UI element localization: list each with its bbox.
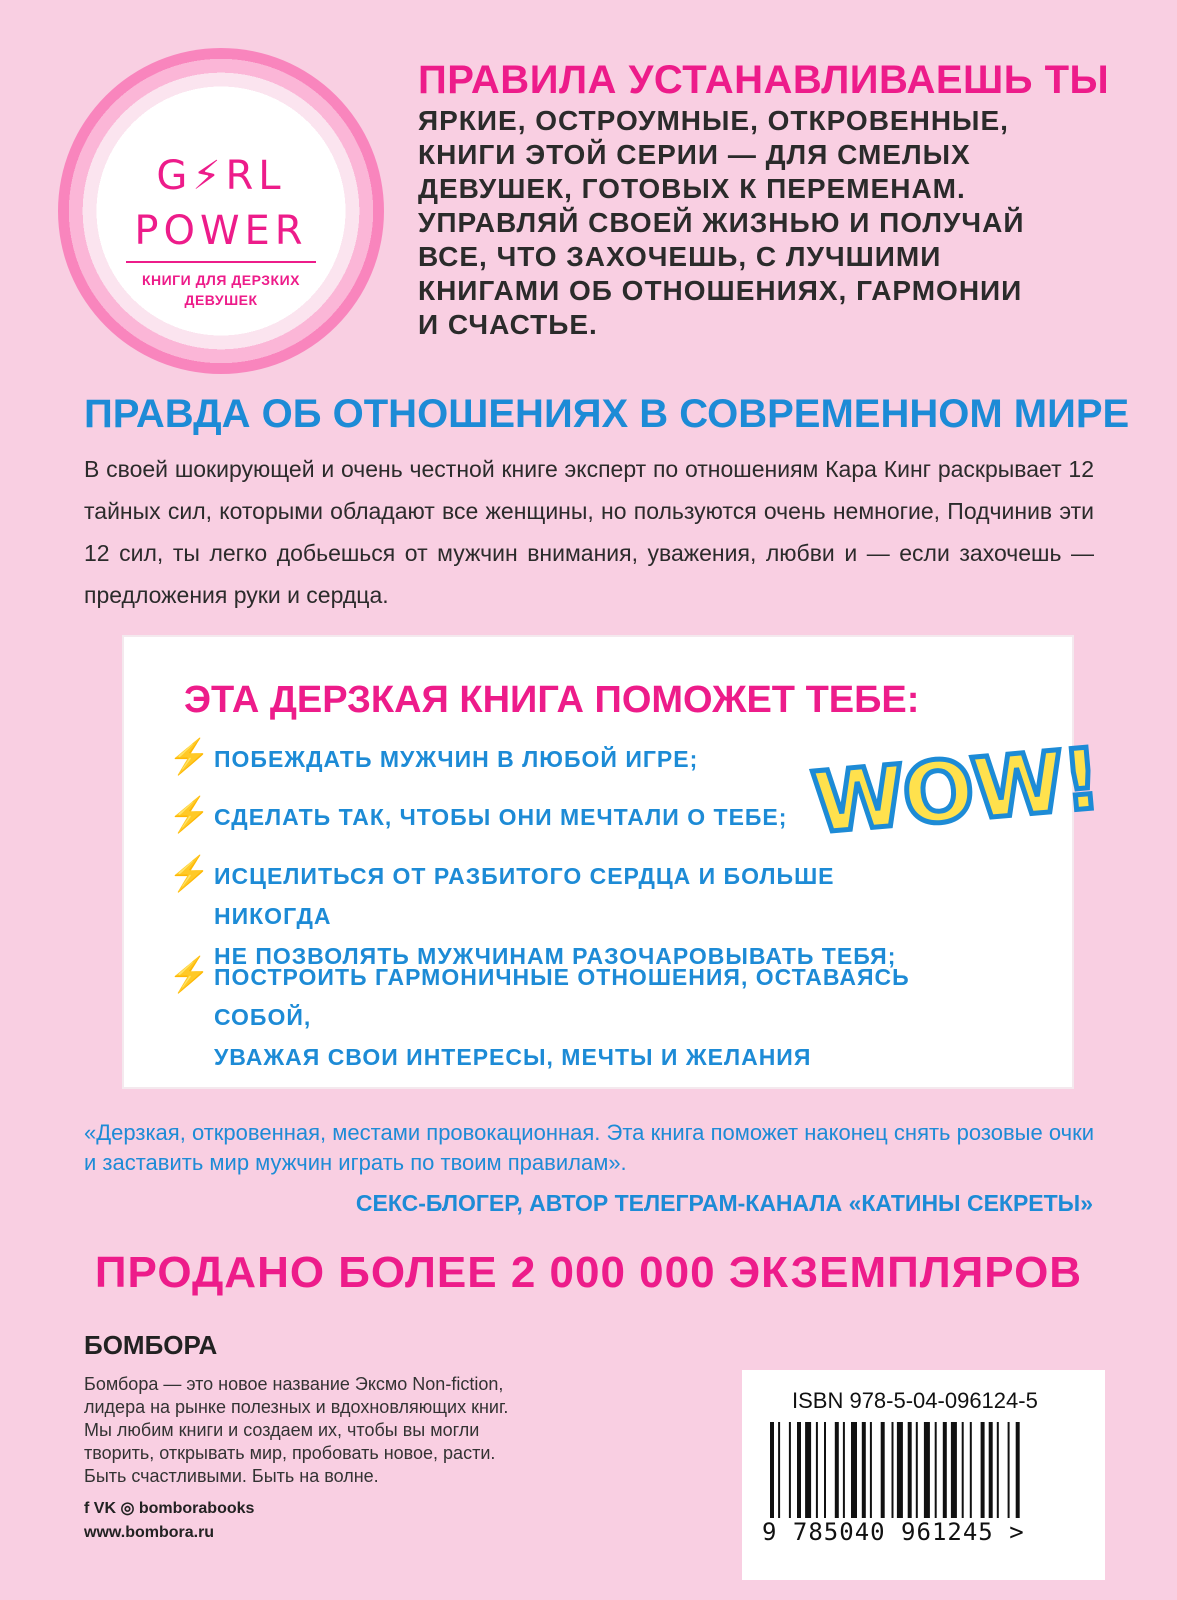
barcode-bar <box>805 1422 811 1518</box>
logo-title-power: POWER <box>134 208 308 254</box>
barcode-bar <box>797 1422 801 1518</box>
benefit-text: СДЕЛАТЬ ТАК, ЧТОБЫ ОНИ МЕЧТАЛИ О ТЕБЕ; <box>214 804 788 830</box>
section-heading: ПРАВДА ОБ ОТНОШЕНИЯХ В СОВРЕМЕННОМ МИРЕ <box>84 392 1130 436</box>
barcode-bar <box>951 1422 957 1518</box>
benefits-heading: ЭТА ДЕРЗКАЯ КНИГА ПОМОЖЕТ ТЕБЕ: <box>184 679 920 721</box>
barcode-bar <box>789 1422 791 1518</box>
series-description: ЯРКИЕ, ОСТРОУМНЫЕ, ОТКРОВЕННЫЕ, КНИГИ ЭТОЙ СЕРИИ — ДЛЯ СМЕЛЫХ ДЕВУШЕК, ГОТОВЫХ К ПЕРЕМЕНАМ. УПРАВЛЯЙ СВОЕЙ ЖИЗНЬЮ И ПОЛУЧАЙ ВСЕ, ЧТО ЗАХОЧЕШЬ, С ЛУЧШИМИ КНИГАМИ ОБ ОТНОШЕНИЯХ, ГАРМОНИИ И СЧАСТЬЕ. <box>418 105 1025 340</box>
barcode-bar <box>824 1422 826 1518</box>
benefit-text: ПОСТРОИТЬ ГАРМОНИЧНЫЕ ОТНОШЕНИЯ, ОСТАВАЯСЬ СОБОЙ, УВАЖАЯ СВОИ ИНТЕРЕСЫ, МЕЧТЫ И ЖЕЛАНИЯ <box>214 964 910 1070</box>
barcode-bar <box>881 1422 885 1518</box>
barcode-bar <box>778 1422 780 1518</box>
barcode-icon <box>770 1422 1080 1518</box>
barcode-bar <box>981 1422 985 1518</box>
barcode-bar <box>843 1422 845 1518</box>
barcode-digits: 9 785040 961245 > <box>762 1518 1025 1546</box>
social-icons: f VK <box>84 1500 116 1517</box>
barcode-bar <box>892 1422 894 1518</box>
girl-power-logo <box>58 48 384 374</box>
lightning-bolt-icon: ⚡ <box>168 855 211 893</box>
barcode-bar <box>924 1422 930 1518</box>
barcode-bar <box>835 1422 839 1518</box>
barcode-bar <box>770 1422 774 1518</box>
series-heading: ПРАВИЛА УСТАНАВЛИВАЕШЬ ТЫ <box>418 58 1110 102</box>
barcode-bar <box>862 1422 866 1518</box>
barcode-bar <box>1016 1422 1020 1518</box>
benefit-text: ПОБЕЖДАТЬ МУЖЧИН В ЛЮБОЙ ИГРЕ; <box>214 746 699 772</box>
barcode-bar <box>816 1422 818 1518</box>
review-quote: «Дерзкая, откровенная, местами провокационная. Эта книга поможет наконец снять розовые очки и заставить мир мужчин играть по твоим правилам». <box>84 1120 1094 1175</box>
barcode-bar <box>943 1422 947 1518</box>
quote-author: СЕКС-БЛОГЕР, АВТОР ТЕЛЕГРАМ-КАНАЛА «КАТИНЫ СЕКРЕТЫ» <box>355 1190 1093 1216</box>
logo-title-girl: G⚡RL <box>156 153 286 199</box>
barcode-bar <box>1008 1422 1010 1518</box>
lightning-bolt-icon: ⚡ <box>168 796 211 834</box>
barcode-bar <box>962 1422 964 1518</box>
social-links: f VK ◎ bomborabooks <box>84 1500 255 1517</box>
barcode-bar <box>935 1422 937 1518</box>
benefits-box <box>124 637 1072 1087</box>
lightning-bolt-icon: ⚡ <box>168 956 211 994</box>
barcode-panel <box>742 1370 1105 1580</box>
sales-banner: ПРОДАНО БОЛЕЕ 2 000 000 ЭКЗЕМПЛЯРОВ <box>94 1248 1083 1297</box>
social-handle: bomborabooks <box>138 1500 255 1517</box>
barcode-bar <box>989 1422 993 1518</box>
barcode-bar <box>851 1422 857 1518</box>
barcode-bar <box>997 1422 999 1518</box>
wow-sticker: WOW! <box>808 729 1103 853</box>
website-link: www.bombora.ru <box>84 1524 215 1541</box>
barcode-bar <box>970 1422 972 1518</box>
logo-divider <box>126 261 316 263</box>
logo-subtitle: КНИГИ ДЛЯ ДЕРЗКИХ ДЕВУШЕК <box>141 272 301 308</box>
publisher-description: Бомбора — это новое название Эксмо Non-fiction, лидера на рынке полезных и вдохновляющих книг. Мы любим книги и создаем их, чтобы вы могли творить, открывать мир, пробовать новое, расти. Быть счастливыми. Быть на волне. <box>84 1374 509 1486</box>
barcode-bar <box>908 1422 912 1518</box>
barcode-bar <box>897 1422 903 1518</box>
barcode-bar <box>916 1422 918 1518</box>
isbn-number: ISBN 978-5-04-096124-5 <box>792 1388 1038 1413</box>
lightning-bolt-icon: ⚡ <box>168 738 211 776</box>
benefit-text: ИСЦЕЛИТЬСЯ ОТ РАЗБИТОГО СЕРДЦА И БОЛЬШЕ НИКОГДА НЕ ПОЗВОЛЯТЬ МУЖЧИНАМ РАЗОЧАРОВЫВАТЬ ТЕБЯ; <box>214 863 897 969</box>
book-description: В своей шокирующей и очень честной книге эксперт по отношениям Кара Кинг раскрывает 12 тайных сил, которыми обладают все женщины, но пользуются очень немногие, Подчинив эти 12 сил, ты легко добьешься от мужчин внимания, уважения, любви и — если захочешь — предложения руки и сердца. <box>84 456 1094 608</box>
publisher-logo: БОМБОРА <box>84 1330 218 1360</box>
barcode-bar <box>870 1422 872 1518</box>
lightning-bolt-icon: ⚡ <box>192 153 226 199</box>
